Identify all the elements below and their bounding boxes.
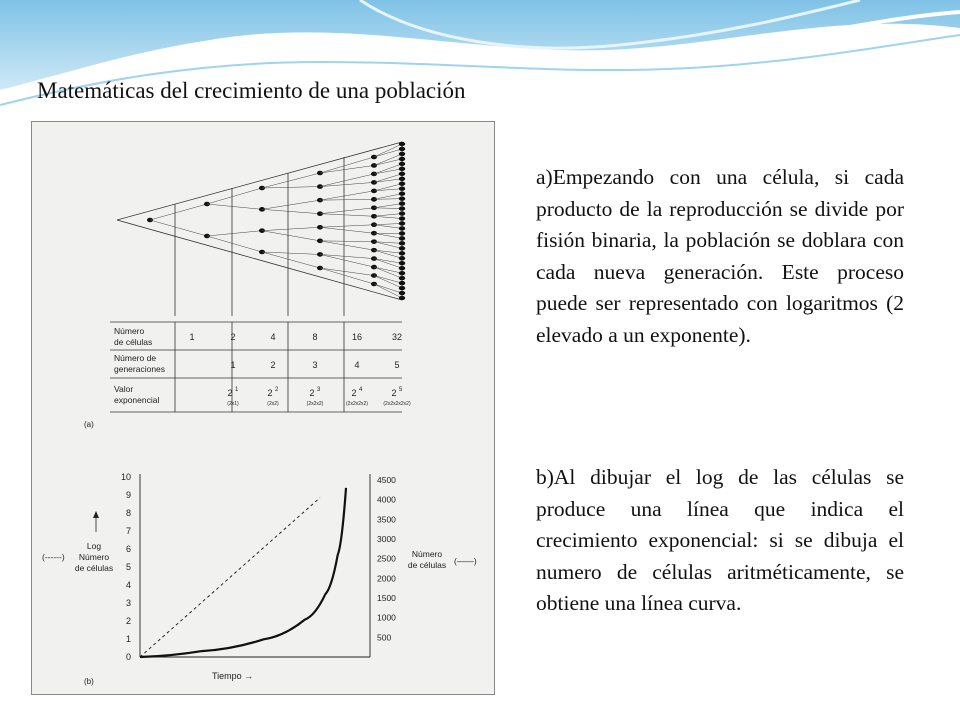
cell-node <box>399 182 405 186</box>
right-ylabel-2: de células <box>407 560 447 570</box>
exponential-value: 2 <box>267 388 273 398</box>
tree-branch <box>320 225 374 228</box>
left-ylabel-1: Log <box>86 541 102 551</box>
right-tick-labels <box>377 475 396 642</box>
right-tick-label: 3500 <box>377 514 396 525</box>
cell-count: 32 <box>391 332 403 342</box>
right-legend-marker: (——) <box>454 556 477 566</box>
cell-count: 8 <box>312 332 318 342</box>
generation-number: 5 <box>394 360 400 370</box>
tree-branch <box>374 194 402 200</box>
tree-branch <box>150 220 207 236</box>
cell-node <box>399 201 405 205</box>
cell-nodes <box>147 142 405 300</box>
left-ylabel-2: Número <box>78 552 110 562</box>
tree-branch <box>374 174 402 183</box>
tree-branch <box>374 259 402 264</box>
exponent: 1 <box>235 387 239 393</box>
cell-node <box>399 276 405 280</box>
exponential-value: 2 <box>227 388 233 398</box>
tree-branch <box>374 259 402 269</box>
arithmetic-curve-line <box>140 488 346 657</box>
left-tick-label: 3 <box>125 598 131 608</box>
tree-branch <box>374 204 402 208</box>
slide-title: Matemáticas del crecimiento de una población <box>37 78 466 103</box>
cell-node <box>399 147 405 151</box>
tree-branch <box>262 227 320 230</box>
tree-branch <box>374 208 402 209</box>
cell-node <box>399 221 405 225</box>
left-tick-label: 4 <box>125 580 131 590</box>
tree-branch <box>320 157 374 173</box>
tree-branch <box>150 204 207 220</box>
growth-chart <box>42 472 477 686</box>
cell-node <box>399 206 405 210</box>
x-axis-label: Tiempo → <box>212 671 254 681</box>
exponent-product: (2x2x2x2) <box>346 401 368 407</box>
tree-branch <box>262 209 320 213</box>
left-tick-label: 0 <box>125 652 131 662</box>
exponential-value: 2 <box>351 388 357 398</box>
row-label-cells-2: de células <box>114 337 153 347</box>
cell-node <box>399 172 405 176</box>
left-tick-label: 9 <box>125 490 131 500</box>
left-tick-label: 2 <box>125 616 131 626</box>
generation-number: 4 <box>354 360 360 370</box>
right-tick-label: 4500 <box>377 475 396 485</box>
tree-branch <box>262 252 320 254</box>
tree-branch <box>374 250 402 253</box>
cell-count: 1 <box>189 332 195 342</box>
tree-branch <box>374 233 402 238</box>
tree-branch <box>374 284 402 293</box>
left-tick-label: 7 <box>125 526 131 536</box>
tree-branch <box>262 187 320 188</box>
tree-branch <box>262 231 320 241</box>
right-tick-label: 1000 <box>377 612 396 623</box>
tree-branch <box>207 236 262 252</box>
tree-branch <box>374 199 402 200</box>
cell-node <box>399 187 405 191</box>
cell-node <box>399 236 405 240</box>
tree-branch <box>320 241 374 242</box>
row-label-cells-1: Número <box>114 326 145 336</box>
cell-node <box>399 211 405 215</box>
cell-node <box>371 163 377 168</box>
cell-count: 2 <box>230 332 236 342</box>
left-tick-labels <box>121 472 131 662</box>
row-label-exponential-1: Valor <box>114 384 134 394</box>
tree-branch <box>207 188 262 204</box>
population-figure <box>31 121 495 695</box>
up-arrow-head-icon <box>93 511 99 518</box>
generation-number: 3 <box>312 360 318 370</box>
generation-number: 1 <box>230 360 236 370</box>
right-tick-label: 2000 <box>377 573 396 584</box>
tree-branch <box>320 241 374 250</box>
left-tick-label: 1 <box>125 634 131 644</box>
tree-branch <box>207 204 262 209</box>
tree-branch <box>320 227 374 233</box>
tree-branch <box>374 250 402 258</box>
tree-branch <box>320 165 374 173</box>
fission-tree <box>117 142 402 316</box>
right-tick-label: 1500 <box>377 593 396 603</box>
paragraph-b: b)Al dibujar el log de las células se produce una línea que indica el crecimiento exponencial: si se dibuja el numero de células aritméticamente, se obtiene una línea curva. <box>536 465 904 615</box>
right-tick-label: 2500 <box>377 553 396 564</box>
cell-node <box>399 251 405 255</box>
cell-node <box>399 246 405 250</box>
exponent: 5 <box>399 387 403 393</box>
cell-node <box>399 196 405 200</box>
left-legend-marker: (------) <box>42 552 65 562</box>
cell-node <box>399 266 405 270</box>
tree-branch <box>374 164 402 174</box>
chart-series <box>140 488 346 657</box>
cell-node <box>399 296 405 300</box>
paragraph-a: a)Empezando con una célula, si cada producto de la reproducción se divide por fisión binaria, la población se doblara con cada nueva generación. Este proceso puede ser representado con logaritmos (2 elevado a un exponente). <box>536 165 904 347</box>
exponent: 3 <box>317 387 321 393</box>
cell-node <box>399 226 405 230</box>
tree-branch <box>320 214 374 217</box>
cell-count: 4 <box>270 332 276 342</box>
cell-count: 16 <box>351 332 363 342</box>
tree-branch <box>374 216 402 218</box>
left-tick-label: 8 <box>125 508 131 518</box>
tree-branch <box>374 179 402 183</box>
tree-branch <box>320 191 374 200</box>
right-tick-label: 4000 <box>377 494 396 505</box>
row-label-generations-1: Número de <box>114 353 157 363</box>
table-cells <box>189 332 410 407</box>
exponent-product: (2x2) <box>267 401 279 407</box>
tree-branch <box>207 231 262 236</box>
cell-node <box>399 167 405 171</box>
tree-branch <box>320 268 374 276</box>
figure-svg <box>32 122 496 696</box>
left-ylabel-3: de células <box>74 563 114 573</box>
cell-node <box>399 241 405 245</box>
cell-node <box>399 162 405 166</box>
tree-branch <box>374 214 402 217</box>
tree-branch <box>262 173 320 188</box>
exponent-product: (2x2x2) <box>306 401 324 407</box>
tree-branch <box>374 169 402 174</box>
cell-node <box>399 177 405 181</box>
cell-node <box>371 273 377 278</box>
row-label-generations-2: generaciones <box>114 364 166 374</box>
right-tick-label: 500 <box>377 632 392 643</box>
cell-node <box>399 271 405 275</box>
cell-node <box>399 157 405 161</box>
tree-branch <box>374 225 402 229</box>
tree-branch <box>320 208 374 214</box>
row-label-exponential-2: exponencial <box>114 395 160 405</box>
left-tick-label: 5 <box>125 562 131 572</box>
log-dashed-line <box>140 498 320 657</box>
panel-b-label: (b) <box>84 677 94 686</box>
exponent-product: (2x2x2x2x2) <box>383 401 411 407</box>
tree-branch <box>262 252 320 268</box>
cell-node <box>399 286 405 290</box>
cell-node <box>399 256 405 260</box>
tree-branch <box>374 267 402 273</box>
right-ylabel-1: Número <box>411 549 443 559</box>
exponent: 2 <box>275 387 279 393</box>
left-tick-label: 10 <box>120 472 131 482</box>
exponential-value: 2 <box>391 388 397 398</box>
exponent: 4 <box>359 387 363 393</box>
right-tick-label: 3000 <box>377 534 396 544</box>
cell-node <box>399 216 405 220</box>
tree-branch <box>262 200 320 209</box>
cell-node <box>371 265 377 270</box>
left-tick-label: 6 <box>125 544 131 554</box>
cell-node <box>399 261 405 265</box>
generation-number: 2 <box>270 360 276 370</box>
cell-node <box>399 142 405 146</box>
cell-node <box>399 191 405 195</box>
cell-node <box>399 291 405 295</box>
cell-node <box>399 152 405 156</box>
cell-node <box>399 231 405 235</box>
tree-branch <box>374 223 402 224</box>
panel-a-label: (a) <box>84 420 94 429</box>
tree-branch <box>320 268 374 284</box>
exponential-value: 2 <box>309 388 315 398</box>
tree-branch <box>320 199 374 200</box>
exponent-product: (2x1) <box>227 401 239 407</box>
cell-node <box>399 281 405 285</box>
